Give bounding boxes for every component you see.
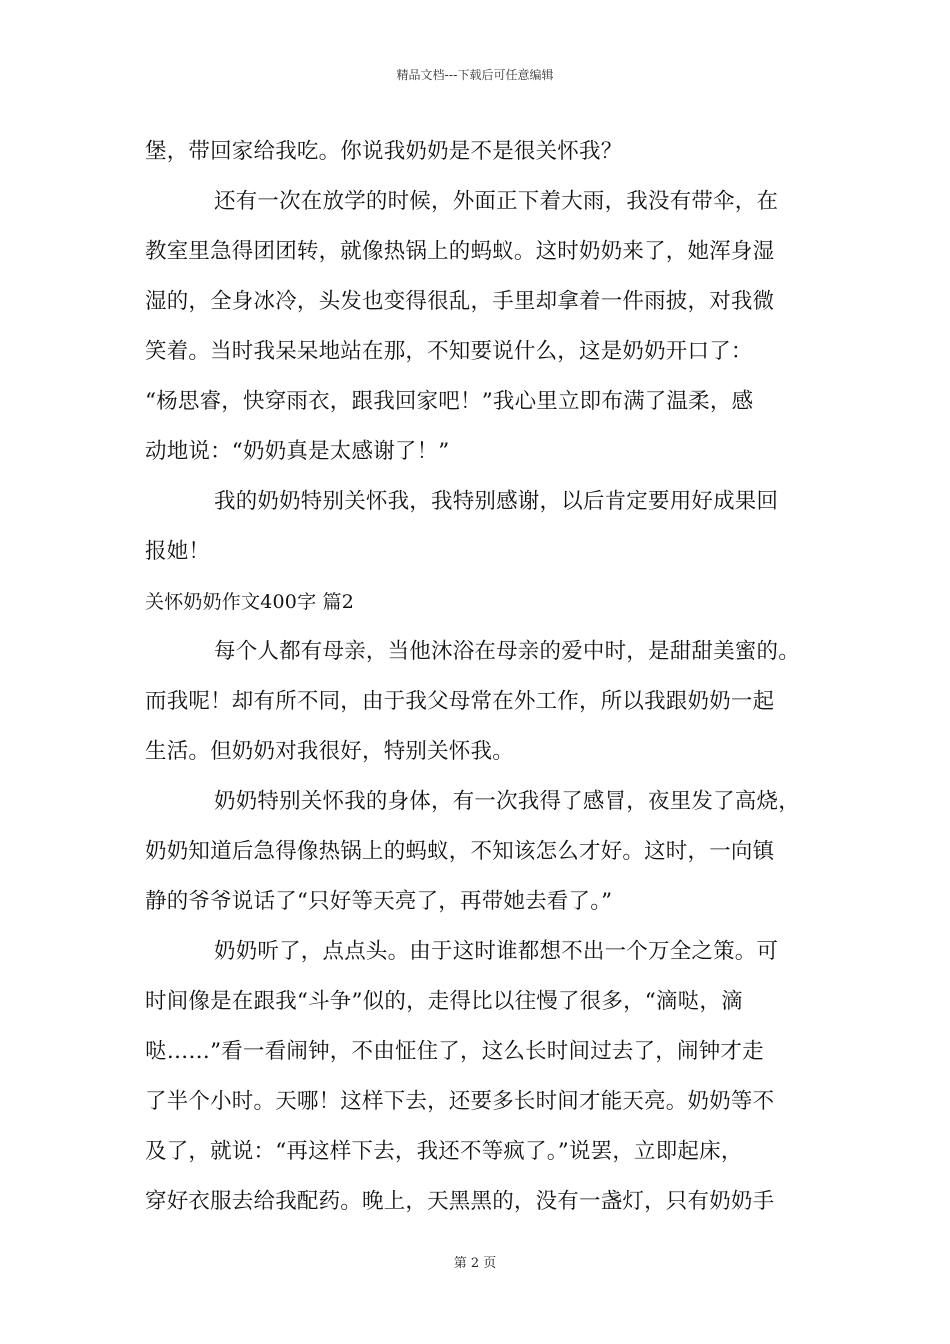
page-number: 第 2 页 [453,1256,497,1271]
text-line: 哒……”看一看闹钟，不由怔住了，这么长时间过去了，闹钟才走 [145,1039,764,1064]
text-line: 笑着。当时我呆呆地站在那，不知要说什么，这是奶奶开口了： [145,339,753,364]
document-body [145,127,825,1227]
text-line: 奶奶知道后急得像热锅上的蚂蚁，不知该怎么才好。这时，一向镇 [145,839,775,864]
text-line: 报她！ [145,539,211,564]
text-line: 动地说：“奶奶真是太感谢了！” [145,439,450,464]
page-header: 精品文档---下载后可任意编辑 [396,68,554,82]
paragraph-start-line: 奶奶特别关怀我的身体，有一次我得了感冒，夜里发了高烧， [214,789,800,814]
paragraph-start-line: 我的奶奶特别关怀我，我特别感谢，以后肯定要用好成果回 [214,489,779,514]
paragraph-start-line: 还有一次在放学的时候，外面正下着大雨，我没有带伞，在 [214,189,779,214]
text-line: 湿的，全身冰冷，头发也变得很乱，手里却拿着一件雨披，对我微 [145,289,775,314]
text-line: 穿好衣服去给我配药。晚上，天黑黑的，没有一盏灯，只有奶奶手 [145,1189,775,1214]
paragraph-start-line: 奶奶听了，点点头。由于这时谁都想不出一个万全之策。可 [214,939,779,964]
text-line: 时间像是在跟我“斗争”似的，走得比以往慢了很多，“滴哒，滴 [145,989,743,1014]
text-line: 了半个小时。天哪！这样下去，还要多长时间才能天亮。奶奶等不 [145,1089,775,1114]
text-line: 静的爷爷说话了“只好等天亮了，再带她去看了。” [145,889,613,914]
text-line: 而我呢！却有所不同，由于我父母常在外工作，所以我跟奶奶一起 [145,689,775,714]
text-line: 堡，带回家给我吃。你说我奶奶是不是很关怀我？ [145,139,623,164]
text-line: 教室里急得团团转，就像热锅上的蚂蚁。这时奶奶来了，她浑身湿 [145,239,775,264]
section-heading: 关怀奶奶作文400字 篇2 [145,591,354,613]
text-line: 及了，就说：“再这样下去，我还不等疯了。”说罢，立即起床， [145,1139,743,1164]
text-line: 生活。但奶奶对我很好，特别关怀我。 [145,739,514,764]
text-line: “杨思睿，快穿雨衣，跟我回家吧！”我心里立即布满了温柔，感 [145,389,754,414]
paragraph-start-line: 每个人都有母亲，当他沐浴在母亲的爱中时，是甜甜美蜜的。 [214,639,800,664]
